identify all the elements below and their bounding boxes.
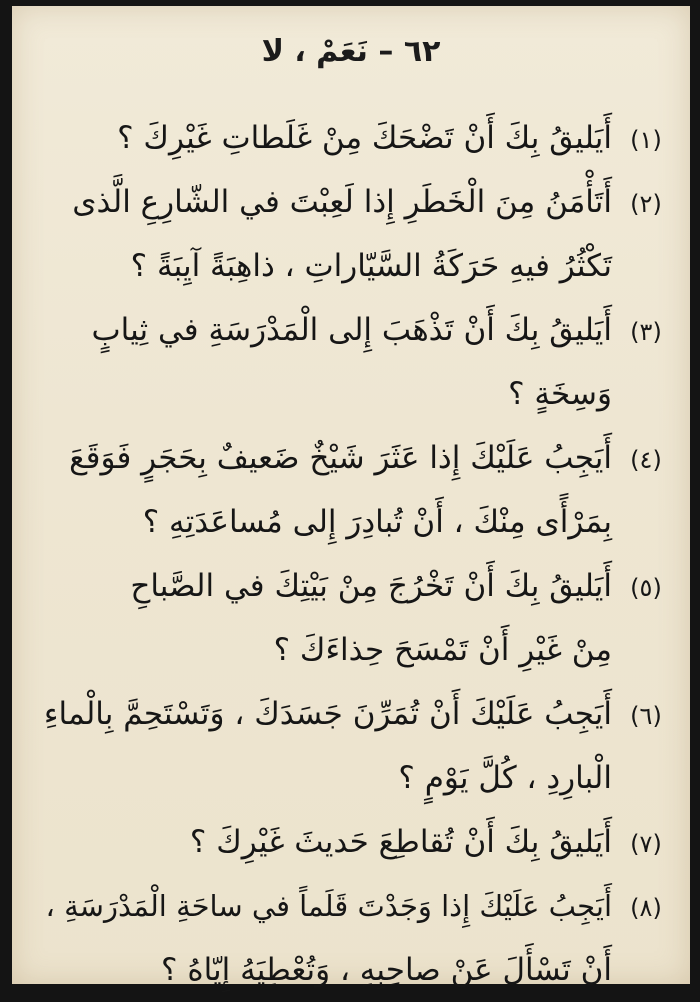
question-text-line: أَتَأْمَنُ مِنَ الْخَطَرِ إِذا لَعِبْتَ في الشّارِعِ الَّذى <box>72 184 612 220</box>
question-5 <box>42 554 670 618</box>
question-number: (٣) <box>630 318 662 346</box>
question-4-continuation <box>42 490 670 554</box>
question-number: (٤) <box>630 446 662 474</box>
question-3 <box>42 298 670 362</box>
question-text-line: تَكْثُرُ فيهِ حَرَكَةُ السَّيّاراتِ ، ذاهِبَةً آيِبَةً ؟ <box>130 248 612 284</box>
question-text-line: بِمَرْأًى مِنْكَ ، أَنْ تُبادِرَ إِلى مُساعَدَتِهِ ؟ <box>142 504 612 540</box>
question-8-continuation <box>42 938 670 1002</box>
question-list <box>42 106 670 1002</box>
question-text-line: مِنْ غَيْرِ أَنْ تَمْسَحَ حِذاءَكَ ؟ <box>273 632 612 668</box>
question-number: (٢) <box>630 190 662 218</box>
question-text-line: أَيَجِبُ عَلَيْكَ أَنْ تُمَرِّنَ جَسَدَكَ ، وَتَسْتَحِمَّ بِالْماءِ <box>43 696 612 732</box>
question-text-line: أَنْ تَسْأَلَ عَنْ صاحِبِهِ ، وَتُعْطِيَهُ إِيّاهُ ؟ <box>161 952 612 988</box>
question-number: (٨) <box>630 894 662 922</box>
question-7 <box>42 810 670 874</box>
question-text-line: أَيَليقُ بِكَ أَنْ تَخْرُجَ مِنْ بَيْتِكَ في الصَّباحِ <box>130 568 612 604</box>
question-text-line: الْبارِدِ ، كُلَّ يَوْمٍ ؟ <box>398 760 612 796</box>
question-number: (٧) <box>630 830 662 858</box>
question-text-line: وَسِخَةٍ ؟ <box>508 376 612 412</box>
question-number: (٥) <box>630 574 662 602</box>
book-page <box>12 6 690 988</box>
question-text-line: أَيَليقُ بِكَ أَنْ تُقاطِعَ حَديثَ غَيْرِكَ ؟ <box>189 824 612 860</box>
question-text-line: أَيَليقُ بِكَ أَنْ تَذْهَبَ إِلى الْمَدْرَسَةِ في ثِيابٍ <box>91 312 612 348</box>
question-number: (١) <box>630 126 662 154</box>
question-5-continuation <box>42 618 670 682</box>
question-6 <box>42 682 670 746</box>
question-number: (٦) <box>630 702 662 730</box>
question-1 <box>42 106 670 170</box>
question-text-line: أَيَجِبُ عَلَيْكَ إِذا وَجَدْتَ قَلَماً في ساحَةِ الْمَدْرَسَةِ ، <box>45 889 612 923</box>
question-2-continuation <box>42 234 670 298</box>
question-3-continuation <box>42 362 670 426</box>
question-8 <box>42 874 670 938</box>
page-title: ٦٢ – نَعَمْ ، لا <box>261 34 441 69</box>
question-6-continuation <box>42 746 670 810</box>
question-text-line: أَيَليقُ بِكَ أَنْ تَضْحَكَ مِنْ غَلَطاتِ غَيْرِكَ ؟ <box>117 120 612 156</box>
question-4 <box>42 426 670 490</box>
question-text-line: أَيَجِبُ عَلَيْكَ إِذا عَثَرَ شَيْخٌ ضَعيفٌ بِحَجَرٍ فَوَقَعَ <box>69 440 612 476</box>
question-2 <box>42 170 670 234</box>
